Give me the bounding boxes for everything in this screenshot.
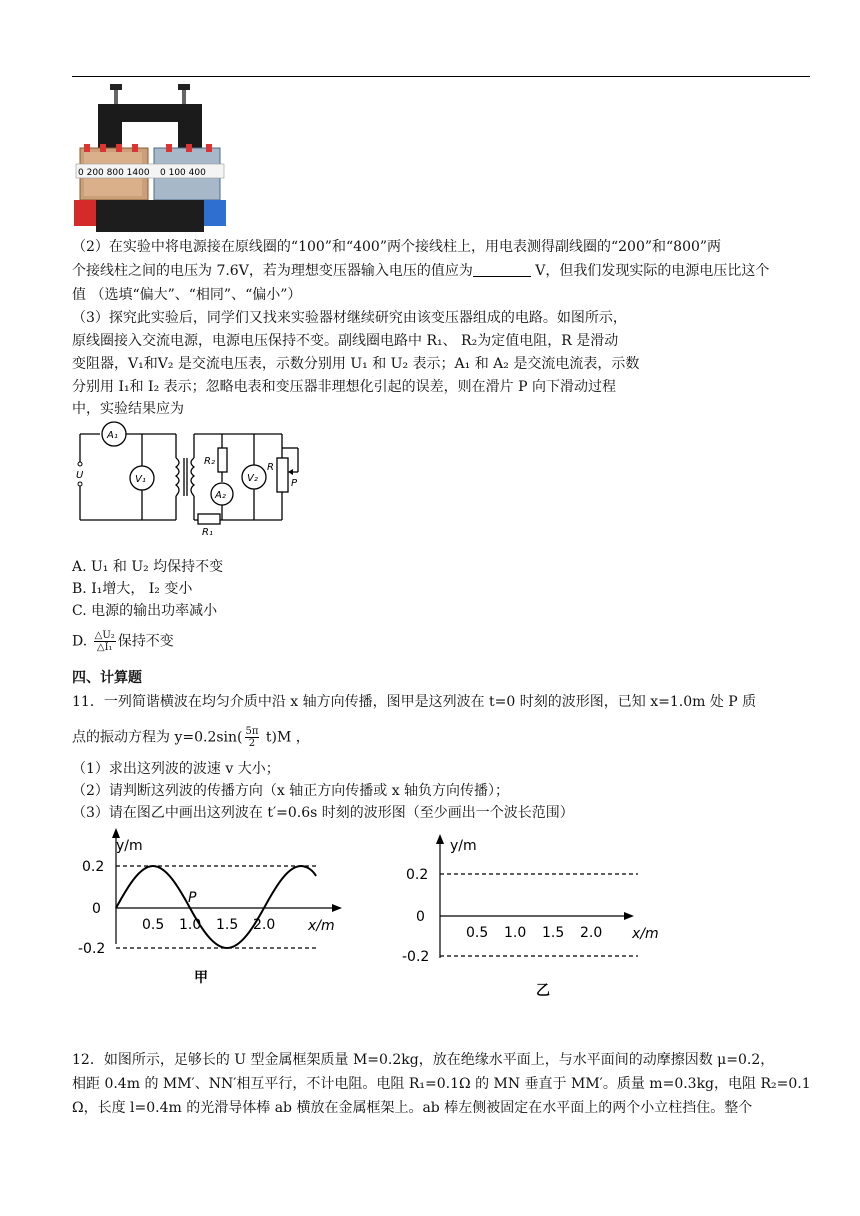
option-a[interactable]: A. U₁ 和 U₂ 均保持不变 (72, 559, 224, 575)
graph-caption-jia: 甲 (194, 970, 208, 986)
secondary-taps-label: 0 100 400 (160, 168, 206, 178)
option-b[interactable]: B. I₁增大， I₂ 变小 (72, 581, 193, 597)
q10-part3-line5: 中，实验结果应为 (72, 401, 184, 417)
q10-part3-line2: 原线圈接入交流电源，电源电压保持不变。副线圈电路中 R₁、 R₂为定值电阻，R 是滑动 (72, 333, 619, 349)
y-axis-label: y/m (116, 838, 143, 854)
graph-caption-yi: 乙 (536, 983, 550, 999)
y-tick-bottom: -0.2 (78, 941, 106, 957)
option-d[interactable]: D. $\frac{\text{△U₂}}{\text{△I₁}}$ 保持不变 (72, 630, 174, 653)
ammeter-a2-label: A₂ (215, 490, 226, 501)
x-tick-4: 2.0 (580, 925, 603, 941)
wave-graph-jia (76, 826, 366, 988)
x-tick-1: 0.5 (466, 925, 489, 941)
y-tick-zero: 0 (416, 909, 425, 925)
y-tick-top: 0.2 (406, 867, 429, 883)
q12-line2: 相距 0.4m 的 MM′、NN′相互平行，不计电阻。电阻 R₁=0.1Ω 的 MN 垂直于 MM′。质量 m=0.3kg，电阻 R₂=0.1 (72, 1076, 811, 1092)
q10-part2-line2: 个接线柱之间的电压为 7.6V，若为理想变压器输入电压的值应为 V，但我们发现实际的电源电压比这个 (72, 263, 770, 279)
transformer-photo (74, 82, 226, 234)
source-u-label: U (76, 470, 84, 481)
x-tick-3: 1.5 (542, 925, 565, 941)
q12-line1: 12．如图所示，足够长的 U 型金属框架质量 M=0.2kg，放在绝缘水平面上，与水平面间的动摩擦因数 μ=0.2， (72, 1052, 775, 1068)
x-tick-4: 2.0 (253, 917, 276, 933)
q11-line2: 点的振动方程为 y=0.2sin( $\frac{5\pi}{2}$ t)M ， (72, 726, 310, 749)
section-heading: 四、计算题 (72, 670, 142, 686)
q11-sub3: （3）请在图乙中画出这列波在 t′=0.6s 时刻的波形图（至少画出一个波长范围） (72, 805, 574, 821)
x-tick-3: 1.5 (216, 917, 239, 933)
circuit-diagram (72, 420, 312, 538)
rheostat-r-label: R (267, 462, 274, 473)
y-axis-label: y/m (450, 838, 477, 854)
q11-line1: 11．一列简谐横波在均匀介质中沿 x 轴方向传播，图甲是这列波在 t=0 时刻的波形图，已知 x=1.0m 处 P 质 (72, 694, 757, 710)
slider-p-label: P (291, 478, 298, 489)
answer-blank[interactable] (473, 262, 531, 277)
wave-graph-yi (398, 832, 688, 1002)
x-axis-label: x/m (632, 926, 659, 942)
resistor-r1-label: R₁ (202, 527, 213, 538)
voltmeter-v1-label: V₁ (135, 474, 146, 485)
q10-part3-line3: 变阻器，V₁和V₂ 是交流电压表，示数分别用 U₁ 和 U₂ 表示；A₁ 和 A₂ 是交流电流表，示数 (72, 356, 640, 372)
y-tick-bottom: -0.2 (402, 949, 430, 965)
option-c[interactable]: C. 电源的输出功率减小 (72, 603, 218, 619)
q10-part2-line3: 值 （选填“偏大”、“相同”、“偏小”） (72, 287, 302, 303)
primary-taps-label: 0 200 800 1400 (78, 168, 150, 178)
q10-part2-line1: （2）在实验中将电源接在原线圈的“100”和“400”两个接线柱上，用电表测得副线圈的“200”和“800”两 (72, 239, 722, 255)
q11-sub1: （1）求出这列波的波速 v 大小； (72, 761, 280, 777)
wave-curve (116, 866, 316, 948)
q11-sub2: （2）请判断这列波的传播方向（x 轴正方向传播或 x 轴负方向传播）； (72, 783, 510, 799)
q12-line3: Ω，长度 l=0.4m 的光滑导体棒 ab 横放在金属框架上。ab 棒左侧被固定在水平面上的两个小立柱挡住。整个 (72, 1100, 753, 1116)
resistor-r2-label: R₂ (204, 456, 215, 467)
x-axis-label: x/m (308, 918, 335, 934)
header-rule (72, 76, 810, 77)
x-tick-1: 0.5 (142, 917, 165, 933)
y-tick-top: 0.2 (82, 859, 105, 875)
ammeter-a1-label: A₁ (107, 430, 118, 441)
x-tick-2: 1.0 (179, 917, 202, 933)
x-tick-2: 1.0 (504, 925, 527, 941)
y-tick-zero: 0 (92, 901, 101, 917)
q10-part3-line4: 分别用 I₁和 I₂ 表示；忽略电表和变压器非理想化引起的误差，则在滑片 P 向下滑动过程 (72, 379, 616, 395)
voltmeter-v2-label: V₂ (247, 473, 258, 484)
point-p-label: P (188, 890, 197, 906)
q10-part3-line1: （3）探究此实验后，同学们又找来实验器材继续研究由该变压器组成的电路。如图所示， (72, 310, 627, 326)
